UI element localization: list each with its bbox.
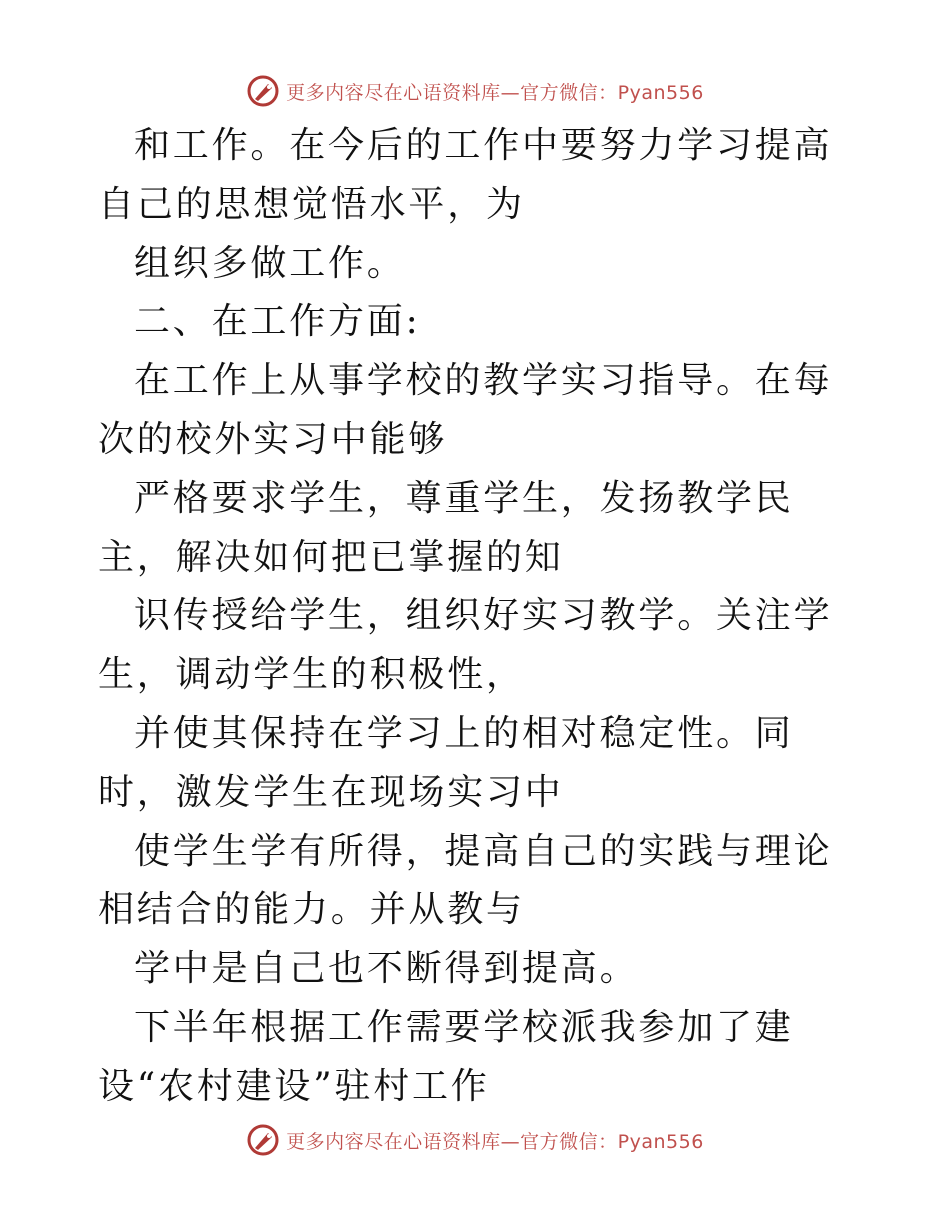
paragraph: 学中是自己也不断得到提高。 [134, 948, 639, 990]
section-heading: 二、在工作方面: [134, 301, 421, 343]
header-banner-text: 更多内容尽在心语资料库—官方微信：Pyan556 [286, 81, 704, 104]
paragraph: 和工作。在今后的工作中要努力学习提高自己的思想觉悟水平，为 [98, 125, 833, 225]
paragraph: 并使其保持在学习上的相对稳定性。同时，激发学生在现场实习中 [98, 712, 794, 813]
paragraph: 在工作上从事学校的教学实习指导。在每次的校外实习中能够 [98, 360, 833, 460]
footer-banner-text: 更多内容尽在心语资料库—官方微信：Pyan556 [286, 1130, 704, 1153]
footer-banner [0, 1120, 950, 1160]
pen-nib-logo-icon [246, 1123, 280, 1157]
paragraph: 组织多做工作。 [134, 242, 406, 284]
paragraph: 严格要求学生，尊重学生，发扬教学民主，解决如何把已掌握的知 [98, 477, 794, 578]
pen-nib-logo-icon [246, 74, 280, 108]
paragraph: 使学生学有所得，提高自己的实践与理论相结合的能力。并从教与 [98, 830, 833, 931]
document-body [98, 117, 858, 1117]
header-banner [0, 71, 950, 111]
paragraph: 识传授给学生，组织好实习教学。关注学生，调动学生的积极性， [98, 595, 833, 696]
paragraph: 下半年根据工作需要学校派我参加了建设“农村建设”驻村工作 [98, 1006, 794, 1107]
